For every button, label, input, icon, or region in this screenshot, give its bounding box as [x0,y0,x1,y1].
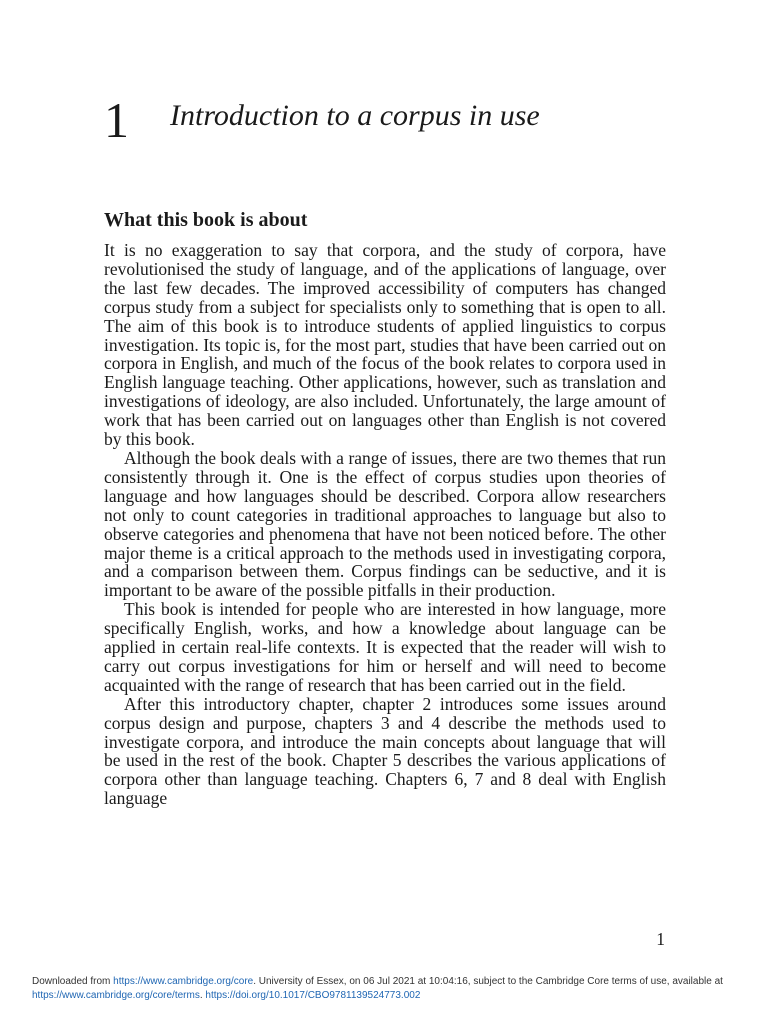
footer-middle: . University of Essex, on 06 Jul 2021 at 10:04:16, subject to the Cambridge Core terms of use, available at [253,976,723,987]
paragraph-3: This book is intended for people who are interested in how language, more specifically English, works, and how a knowledge about language can be applied in certain real-life contexts. It is expected that the reader will wish to carry out corpus investigations for him or herself and will need to become acquainted with the range of research that has been carried out in the field. [104,599,666,695]
doi-link[interactable]: https://doi.org/10.1017/CBO9781139524773.002 [205,990,421,1001]
paragraph-1: It is no exaggeration to say that corpora, and the study of corpora, have revolutionised the study of language, and of the applications of language, over the last few decades. The improved accessibility of computers has changed corpus study from a subject for specialists only to something that is open to all. The aim of this book is to introduce students of applied linguistics to corpus investigation. Its topic is, for the most part, studies that have been carried out on corpora in English, and much of the focus of the book relates to corpora used in English language teaching. Other applications, however, such as translation and investigations of ideology, are also included. Unfortunately, the large amount of work that has been carried out on languages other than English is not covered by this book. [104,240,666,450]
paragraph-2: Although the book deals with a range of issues, there are two themes that run consistently through it. One is the effect of corpus studies upon theories of language and how languages should be described. Corpora allow researchers not only to count categories in traditional approaches to language but also to observe categories and phenomena that have not been noticed before. The other major theme is a critical approach to the methods used in investigating corpora, and a comparison between them. Corpus findings can be seductive, and it is important to be aware of the possible pitfalls in their production. [104,447,666,601]
chapter-number: 1 [104,92,129,148]
cambridge-core-link[interactable]: https://www.cambridge.org/core [113,976,254,987]
section-heading: What this book is about [104,209,308,231]
paragraph-4: After this introductory chapter, chapter 2 introduces some issues around corpus design and purpose, chapters 3 and 4 describe the methods used to investigate corpora, and introduce the main concepts about language that will be used in the rest of the book. Chapter 5 describes the various applications of corpora other than language teaching. Chapters 6, 7 and 8 deal with English language [104,693,666,809]
chapter-heading [104,92,704,152]
page-number: 1 [656,929,665,949]
body-text [104,241,666,808]
chapter-title: Introduction to a corpus in use [170,99,540,132]
footer-prefix: Downloaded from [32,976,114,987]
terms-link[interactable]: https://www.cambridge.org/core/terms [32,990,200,1001]
download-footer [32,975,752,1003]
footer-separator: . [199,990,206,1001]
